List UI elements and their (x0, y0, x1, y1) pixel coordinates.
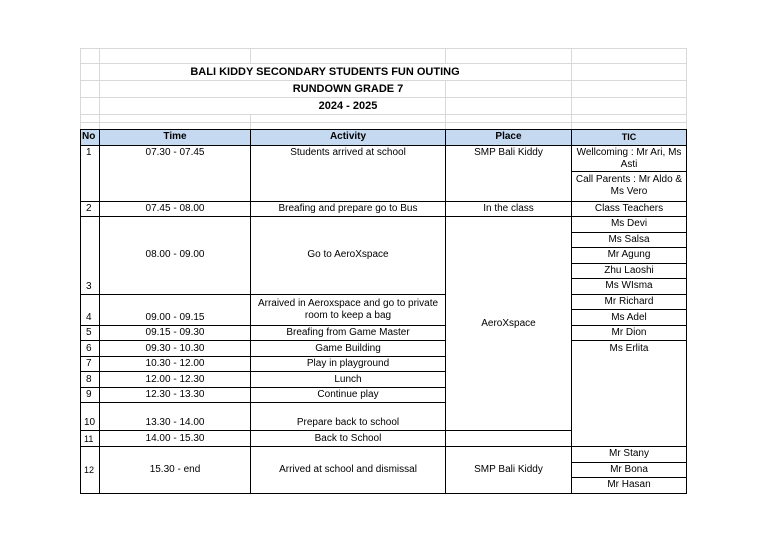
row-time: 14.00 - 15.30 (145, 433, 205, 444)
tic-staff: Mr Agung (607, 249, 651, 260)
table-border (571, 247, 687, 248)
row-activity: Continue play (317, 389, 379, 400)
row-number: 4 (86, 312, 92, 323)
header-activity: Activity (329, 131, 367, 142)
gridline (80, 80, 687, 81)
table-border (80, 129, 81, 494)
row-time: 07.30 - 07.45 (145, 147, 205, 158)
table-border (80, 216, 687, 217)
tic-staff: Ms Adel (611, 312, 647, 323)
gridline (80, 48, 81, 129)
row-activity: Lunch (334, 374, 362, 385)
gridline (80, 48, 687, 49)
tic-staff: Ms Erlita (609, 343, 649, 354)
table-border (445, 129, 446, 494)
tic-welcoming: Wellcoming : Mr Ari, Ms Asti (576, 147, 682, 170)
table-border (571, 232, 687, 233)
table-border (571, 294, 687, 295)
row-activity: Game Building (315, 343, 381, 354)
tic-end-staff: Mr Hasan (607, 479, 651, 490)
row-time: 09.30 - 10.30 (145, 343, 205, 354)
gridline (80, 114, 687, 115)
table-border (80, 387, 446, 388)
row-number: 2 (86, 203, 92, 214)
row-number: 5 (86, 327, 92, 338)
row-activity: Play in playground (306, 358, 390, 369)
row-number: 9 (86, 389, 92, 400)
row-time: 09.15 - 09.30 (145, 327, 205, 338)
tic-staff: Ms WIsma (605, 280, 653, 291)
row-activity: Back to School (314, 433, 382, 444)
header-no: No (82, 131, 96, 142)
table-border (571, 340, 687, 341)
row-number: 8 (86, 374, 92, 385)
gridline (250, 114, 251, 129)
row-activity: Go to AeroXspace (307, 249, 389, 260)
table-border (80, 325, 446, 326)
table-border (571, 462, 687, 463)
place-school-end: SMP Bali Kiddy (474, 464, 543, 475)
gridline (571, 48, 572, 129)
table-border (80, 340, 446, 341)
table-border (80, 430, 446, 431)
header-tic: TIC (621, 132, 637, 142)
row-activity: Students arrived at school (290, 147, 406, 158)
row-time: 10.30 - 12.00 (145, 358, 205, 369)
row-activity: Arraived in Aeroxspace and go to private room to keep a bag (257, 298, 439, 321)
table-border (445, 430, 572, 431)
tic-class-teachers: Class Teachers (594, 203, 664, 214)
row-number: 12 (84, 465, 95, 475)
row-time: 12.00 - 12.30 (145, 374, 205, 385)
table-border (80, 201, 687, 202)
row-activity: Arrived at school and dismissal (279, 464, 417, 475)
row-time: 12.30 - 13.30 (145, 389, 205, 400)
row-time: 15.30 - end (149, 464, 201, 475)
table-border (80, 129, 687, 130)
gridline (250, 48, 251, 63)
tic-staff: Mr Dion (611, 327, 647, 338)
row-activity: Breafing and prepare go to Bus (278, 203, 418, 214)
table-border (80, 446, 687, 447)
place-school-morning: SMP Bali Kiddy (474, 147, 543, 158)
table-border (571, 325, 687, 326)
row-number: 10 (84, 417, 96, 428)
table-border (80, 371, 446, 372)
table-border (571, 278, 687, 279)
tic-staff: Ms Salsa (608, 234, 650, 245)
header-time: Time (163, 131, 187, 142)
tic-end-staff: Mr Bona (610, 464, 648, 475)
tic-staff: Mr Richard (604, 296, 654, 307)
row-number: 1 (86, 147, 92, 158)
gridline (80, 97, 687, 98)
gridline (445, 80, 446, 129)
table-border (686, 129, 687, 494)
table-border (80, 356, 446, 357)
table-border (571, 171, 687, 172)
gridline (80, 63, 687, 64)
gridline (99, 48, 100, 129)
document-subtitle: RUNDOWN GRADE 7 (292, 83, 404, 95)
table-border (80, 493, 687, 494)
document-year: 2024 - 2025 (318, 100, 378, 112)
row-number: 3 (86, 281, 92, 292)
row-time: 07.45 - 08.00 (145, 203, 205, 214)
gridline (445, 48, 446, 63)
row-number: 6 (86, 343, 92, 354)
header-place: Place (495, 131, 522, 142)
gridline (80, 122, 687, 123)
row-time: 13.30 - 14.00 (145, 417, 205, 428)
table-border (80, 294, 446, 295)
document-title: BALI KIDDY SECONDARY STUDENTS FUN OUTING (190, 66, 460, 78)
tic-end-staff: Mr Stany (608, 448, 649, 459)
gridline (686, 48, 687, 129)
tic-staff: Ms Devi (610, 218, 648, 229)
row-activity: Breafing from Game Master (286, 327, 410, 338)
place-aeroxspace: AeroXspace (481, 318, 536, 329)
row-number: 7 (86, 358, 92, 369)
tic-staff: Zhu Laoshi (604, 265, 654, 276)
table-border (571, 477, 687, 478)
row-activity: Prepare back to school (296, 417, 400, 428)
tic-call-parents: Call Parents : Mr Aldo & Ms Vero (575, 174, 683, 197)
row-time: 08.00 - 09.00 (145, 249, 205, 260)
table-border (80, 145, 687, 146)
place-class: In the class (483, 203, 534, 214)
table-border (80, 402, 446, 403)
table-border (571, 309, 687, 310)
table-border (571, 263, 687, 264)
row-number: 11 (84, 434, 94, 444)
row-time: 09.00 - 09.15 (145, 312, 205, 323)
